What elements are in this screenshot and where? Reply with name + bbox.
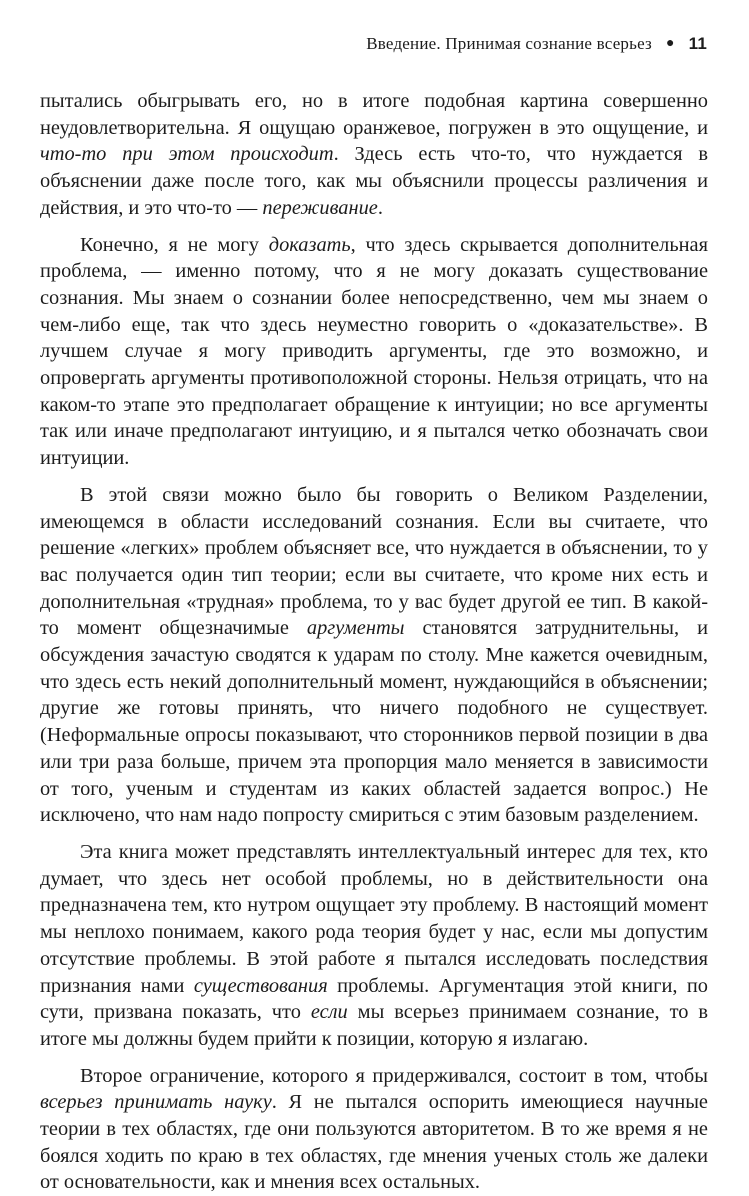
body-text	[40, 88, 708, 1196]
paragraph-1	[40, 88, 708, 222]
text-segment: Второе ограничение, которого я придерживался, состоит в том, чтобы	[80, 1064, 708, 1087]
paragraph-4	[40, 839, 708, 1053]
text-segment: , что здесь скрывается дополнительная проблема, — именно потому, что я не могу доказать существование сознания. Мы знаем о сознании более непосредственно, чем мы знаем о чем-либо еще, так что здесь неуместно говорить о «доказательстве». В лучшем случае я могу приводить аргументы, где это возможно, и опровергать аргументы противоположной стороны. Нельзя отрицать, что на каком-то этапе это предполагает обращение к интуиции; но все аргументы так или иначе предполагают интуицию, и я пытался четко обозначать свои интуиции.	[40, 233, 708, 470]
emphasis: если	[310, 1001, 348, 1024]
text-segment: мы всерьез принимаем сознание, то в итоге мы должны будем прийти к позиции, которую я излагаю.	[40, 1001, 708, 1050]
text-segment: становятся затруднительны, и обсуждения зачастую сводятся к ударам по столу. Мне кажется очевидным, что здесь есть некий дополнительный момент, нуждающийся в объяснении; другие же готовы принять, что ничего подобного не существует. (Неформальные опросы показывают, что сторонников первой позиции в два или три раза больше, причем эта пропорция мало меняется в зависимости от того, ученым и студентам из каких областей задается вопрос.) Не исключено, что нам надо попросту смириться с этим базовым разделением.	[40, 617, 708, 827]
bullet-separator: ●	[665, 36, 675, 51]
paragraph-2	[40, 232, 708, 472]
text-segment: . Я не пытался оспорить имеющиеся научные теории в тех областях, где они пользуются авторитетом. В то же время я не боялся ходить по краю в тех областях, где мнения ученых столь же далеки от основательности, как и мнения всех остальных.	[40, 1091, 708, 1194]
running-header	[366, 34, 707, 54]
emphasis: аргументы	[306, 617, 405, 640]
text-segment: Конечно, я не могу	[80, 233, 269, 256]
text-segment: пытались обыгрывать его, но в итоге подобная картина совершенно неудовлетворительна. Я ощущаю оранжевое, погружен в это ощущение, и	[40, 90, 708, 139]
text-segment: проблемы. Аргументация этой книги, по сути, призвана показать, что	[40, 974, 708, 1024]
emphasis: что-то при этом происходит	[40, 143, 334, 166]
paragraph-3	[40, 482, 708, 829]
emphasis: существования	[193, 974, 328, 997]
page-number: 11	[688, 34, 707, 53]
text-segment: .	[377, 196, 383, 219]
emphasis: всерьез принимать науку	[40, 1091, 272, 1114]
paragraph-5	[40, 1063, 708, 1196]
text-segment: Эта книга может представлять интеллектуальный интерес для тех, кто думает, что здесь нет особой проблемы, но в действительности она предназначена тем, кто нутром ощущает эту проблему. В настоящий момент мы неплохо понимаем, какого рода теория будет у нас, если мы допустим отсутствие проблемы. В этой работе я пытался исследовать последствия признания нами	[40, 840, 708, 997]
running-title: Введение. Принимая сознание всерьез	[366, 34, 652, 53]
text-segment: В этой связи можно было бы говорить о Великом Разделении, имеющемся в области исследований сознания. Если вы считаете, что решение «легких» проблем объясняет все, что нуждается в объяснении, то у вас получается один тип теории; если вы считаете, что кроме них есть и дополнительная «трудная» проблема, то у вас будет другой ее тип. В какой-то момент общезначимые	[40, 483, 708, 640]
text-segment: . Здесь есть что-то, что нуждается в объяснении даже после того, как мы объяснили процессы различения и действия, и это что-то —	[40, 143, 708, 219]
emphasis: переживание	[262, 196, 378, 219]
emphasis: доказать	[268, 233, 351, 256]
